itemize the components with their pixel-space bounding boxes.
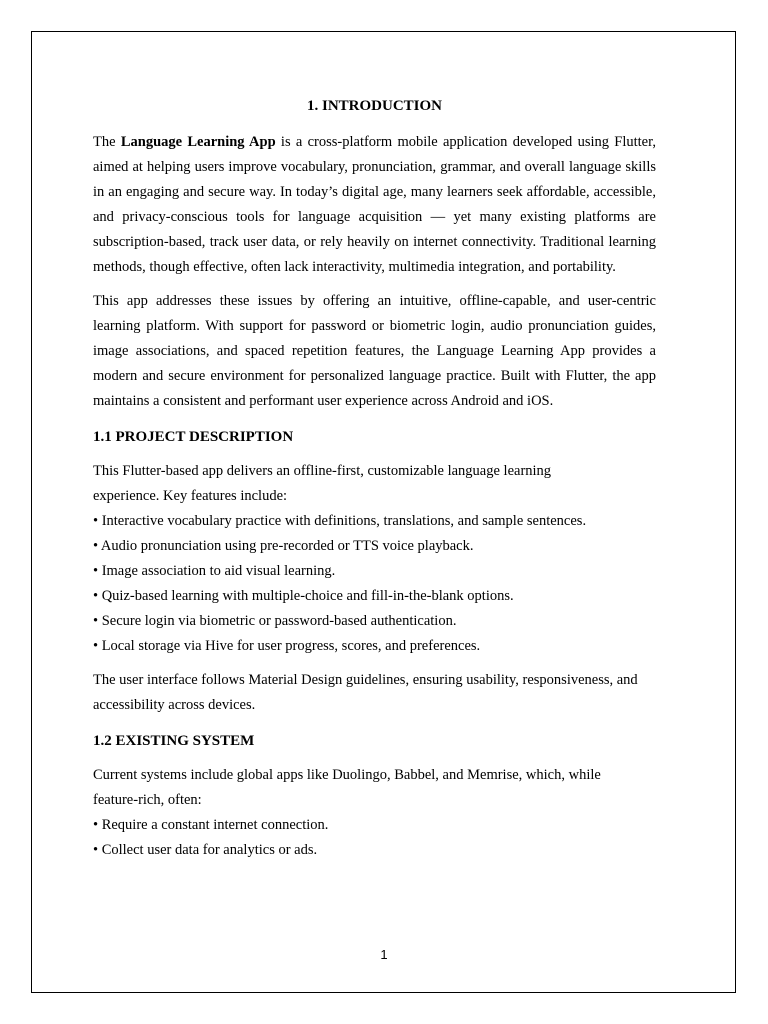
existing-system-intro: [93, 763, 656, 813]
list-item: • Image association to aid visual learning.: [93, 563, 336, 579]
document-body: [93, 96, 656, 872]
feature-list: [93, 509, 656, 659]
chapter-title: 1. INTRODUCTION: [306, 98, 442, 114]
list-item: • Collect user data for analytics or ads.: [93, 842, 318, 858]
intro-paragraph-2: This app addresses these issues by offering an intuitive, offline-capable, and user-centric learning platform. With support for password or biometric login, audio pronunciation guides, image associations, and spaced repetition features, the Language Learning App provides a modern and secure environment for personalized language practice. Built with Flutter, the app maintains a consistent and performant user experience across Android and iOS.: [93, 293, 656, 409]
section-title-project-description: 1.1 PROJECT DESCRIPTION: [93, 429, 294, 445]
list-item: • Audio pronunciation using pre-recorded or TTS voice playback.: [93, 538, 474, 554]
page-number: 1: [380, 947, 388, 962]
intro-rest: is a cross-platform mobile application developed using Flutter, aimed at helping users improve vocabulary, pronunciation, grammar, and overall language skills in an engaging and secure way. In today’s digital age, many learners seek affordable, accessible, and privacy-conscious tools for language acquisition — yet many existing platforms are subscription-based, track user data, or rely heavily on internet connectivity. Traditional learning methods, though effective, often lack interactivity, multimedia integration, and portability.: [93, 134, 656, 275]
list-item: • Local storage via Hive for user progress, scores, and preferences.: [93, 638, 481, 654]
list-item: • Secure login via biometric or password-based authentication.: [93, 613, 457, 629]
project-intro-line-1: This Flutter-based app delivers an offline-first, customizable language learning: [93, 463, 552, 479]
app-name-bold: Language Learning App: [120, 134, 276, 150]
project-intro-line-2: experience. Key features include:: [93, 488, 288, 504]
project-description-closing: The user interface follows Material Design guidelines, ensuring usability, responsiveness, and accessibility across devices.: [93, 672, 638, 713]
existing-system-list: [93, 813, 656, 863]
project-description-intro: [93, 459, 656, 509]
intro-prefix: The: [93, 134, 121, 150]
list-item: • Quiz-based learning with multiple-choice and fill-in-the-blank options.: [93, 588, 514, 604]
intro-paragraph-1: [93, 130, 656, 280]
section-title-existing-system: 1.2 EXISTING SYSTEM: [93, 733, 255, 749]
existing-intro-line-2: feature-rich, often:: [93, 792, 202, 808]
list-item: • Require a constant internet connection.: [93, 817, 329, 833]
list-item: • Interactive vocabulary practice with definitions, translations, and sample sentences.: [93, 513, 587, 529]
existing-intro-line-1: Current systems include global apps like Duolingo, Babbel, and Memrise, which, while: [93, 767, 601, 783]
